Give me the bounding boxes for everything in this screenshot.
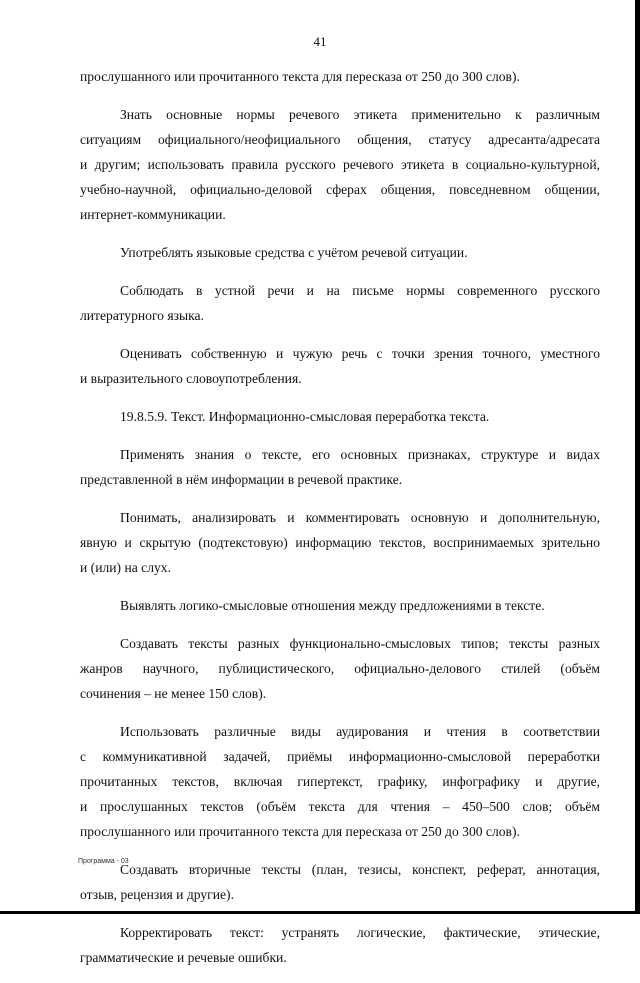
section-heading (80, 404, 600, 429)
paragraph-evaluate-speech (80, 341, 600, 391)
text-line: Выявлять логико-смысловые отношения между предложениями в тексте. (120, 598, 545, 613)
text-line: Понимать, анализировать и комментировать основную и дополнительную, (120, 510, 600, 525)
text-line: Знать основные нормы речевого этикета применительно к различным (120, 107, 600, 122)
paragraph-secondary-texts (80, 857, 600, 907)
text-line: Создавать тексты разных функционально-смысловых типов; тексты разных (120, 636, 600, 651)
text-line: сочинения – не менее 150 слов). (80, 686, 267, 701)
text-line: представленной в нём информации в речевой практике. (80, 472, 403, 487)
text-line: прочитанных текстов, включая гипертекст, графику, инфографику и другие, (80, 774, 600, 789)
text-line: учебно-научной, официально-деловой сферах общения, повседневном общении, (80, 182, 600, 197)
text-line: грамматические и речевые ошибки. (80, 950, 287, 965)
text-line: прослушанного или прочитанного текста для пересказа от 250 до 300 слов). (80, 69, 520, 84)
paragraph-apply-knowledge (80, 442, 600, 492)
paragraph-speech-etiquette (80, 102, 600, 227)
text-line: отзыв, рецензия и другие). (80, 887, 234, 902)
page-footer: Программа - 03 (78, 858, 129, 865)
paragraph-continuation (80, 64, 600, 89)
text-line: и прослушанных текстов (объём текста для чтения – 450–500 слов; объём (80, 799, 600, 814)
text-line: и другим; использовать правила русского речевого этикета в социально-культурной, (80, 157, 600, 172)
text-line: Применять знания о тексте, его основных признаках, структуре и видах (120, 447, 600, 462)
text-line: ситуациям официального/неофициального общения, статусу адресанта/адресата (80, 132, 600, 147)
paragraph-understand (80, 505, 600, 580)
paragraph-correct-text (80, 920, 600, 970)
paragraph-logic-relations (80, 593, 600, 618)
text-line: Создавать вторичные тексты (план, тезисы, конспект, реферат, аннотация, (120, 862, 600, 877)
text-line: и выразительного словоупотребления. (80, 371, 302, 386)
page-number: 41 (313, 34, 327, 49)
text-line: Соблюдать в устной речи и на письме нормы современного русского (120, 283, 600, 298)
paragraph-norms (80, 278, 600, 328)
text-line: с коммуникативной задачей, приёмы информационно-смысловой переработки (80, 749, 600, 764)
text-line: и (или) на слух. (80, 560, 171, 575)
text-line: Оценивать собственную и чужую речь с точки зрения точного, уместного (120, 346, 600, 361)
text-line: Использовать различные виды аудирования и чтения в соответствии (120, 724, 600, 739)
scan-edge-right (635, 0, 640, 914)
page-body (80, 64, 600, 983)
paragraph-create-texts (80, 631, 600, 706)
text-line: жанров научного, публицистического, официально-делового стилей (объём (80, 661, 600, 676)
text-line: литературного языка. (80, 308, 204, 323)
text-line: Употреблять языковые средства с учётом речевой ситуации. (120, 245, 468, 260)
paragraph-listening-reading (80, 719, 600, 844)
text-line: явную и скрытую (подтекстовую) информацию текстов, воспринимаемых зрительно (80, 535, 600, 550)
text-line: прослушанного или прочитанного текста для пересказа от 250 до 300 слов). (80, 824, 520, 839)
text-line: Корректировать текст: устранять логические, фактические, этические, (120, 925, 600, 940)
paragraph-language-means (80, 240, 600, 265)
text-line: 19.8.5.9. Текст. Информационно-смысловая переработка текста. (120, 409, 490, 424)
text-line: интернет-коммуникации. (80, 207, 226, 222)
